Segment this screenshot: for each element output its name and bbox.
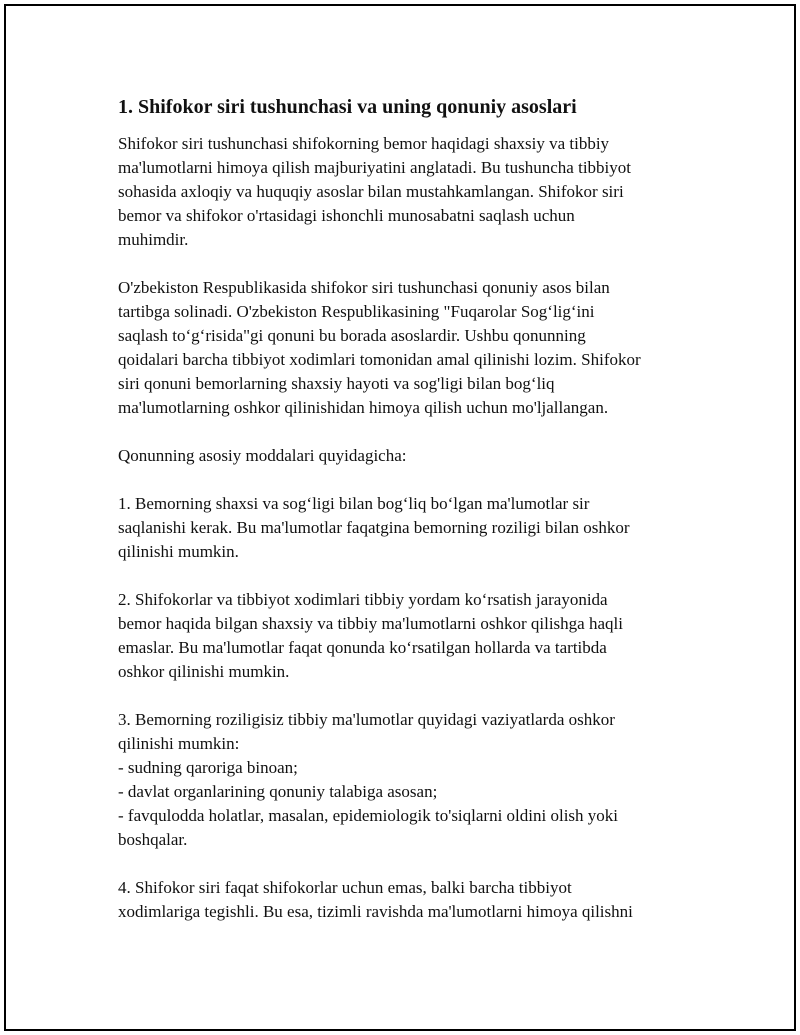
paragraph-article-3: 3. Bemorning roziligisiz tibbiy ma'lumotlar quyidagi vaziyatlarda oshkor qilinishi mumkin: - sudning qaroriga binoan; - davlat organlarining qonuniy talabiga asosan; - favqulodda holatlar, masalan, epidemiologik to'siqlarni oldini olish yoki boshqalar. bbox=[118, 710, 619, 849]
document-body bbox=[118, 94, 688, 924]
paragraph-definition: Shifokor siri tushunchasi shifokorning bemor haqidagi shaxsiy va tibbiy ma'lumotlarni himoya qilish majburiyatini anglatadi. Bu tushuncha tibbiyot sohasida axloqiy va huquqiy asoslar bilan mustahkamlangan. Shifokor siri bemor va shifokor o'rtasidagi ishonchli munosabatni saqlash uchun muhimdir. bbox=[118, 134, 631, 249]
paragraph-legal-basis: O'zbekiston Respublikasida shifokor siri tushunchasi qonuniy asos bilan tartibga solinadi. O'zbekiston Respublikasining "Fuqarolar Sog‘lig‘ini saqlash to‘g‘risida"gi qonuni bu borada asoslardir. Ushbu qonunning qoidalari barcha tibbiyot xodimlari tomonidan amal qilinishi lozim. Shifokor siri qonuni bemorlarning shaxsiy hayoti va sog'ligi bilan bog‘liq ma'lumotlarning oshkor qilinishidan himoya qilish uchun mo'ljallangan. bbox=[118, 278, 641, 417]
paragraph-main-articles-intro: Qonunning asosiy moddalari quyidagicha: bbox=[118, 446, 407, 465]
paragraph-article-2: 2. Shifokorlar va tibbiyot xodimlari tibbiy yordam ko‘rsatish jarayonida bemor haqida bilgan shaxsiy va tibbiy ma'lumotlarni oshkor qilishga haqli emaslar. Bu ma'lumotlar faqat qonunda ko‘rsatilgan hollarda va tartibda oshkor qilinishi mumkin. bbox=[118, 590, 623, 681]
document-title: 1. Shifokor siri tushunchasi va uning qonuniy asoslari bbox=[118, 96, 577, 118]
paragraph-article-4: 4. Shifokor siri faqat shifokorlar uchun emas, balki barcha tibbiyot xodimlariga tegishli. Bu esa, tizimli ravishda ma'lumotlarni himoya qilishni bbox=[118, 878, 633, 921]
paragraph-article-1: 1. Bemorning shaxsi va sog‘ligi bilan bog‘liq bo‘lgan ma'lumotlar sir saqlanishi kerak. Bu ma'lumotlar faqatgina bemorning roziligi bilan oshkor qilinishi mumkin. bbox=[118, 494, 630, 561]
